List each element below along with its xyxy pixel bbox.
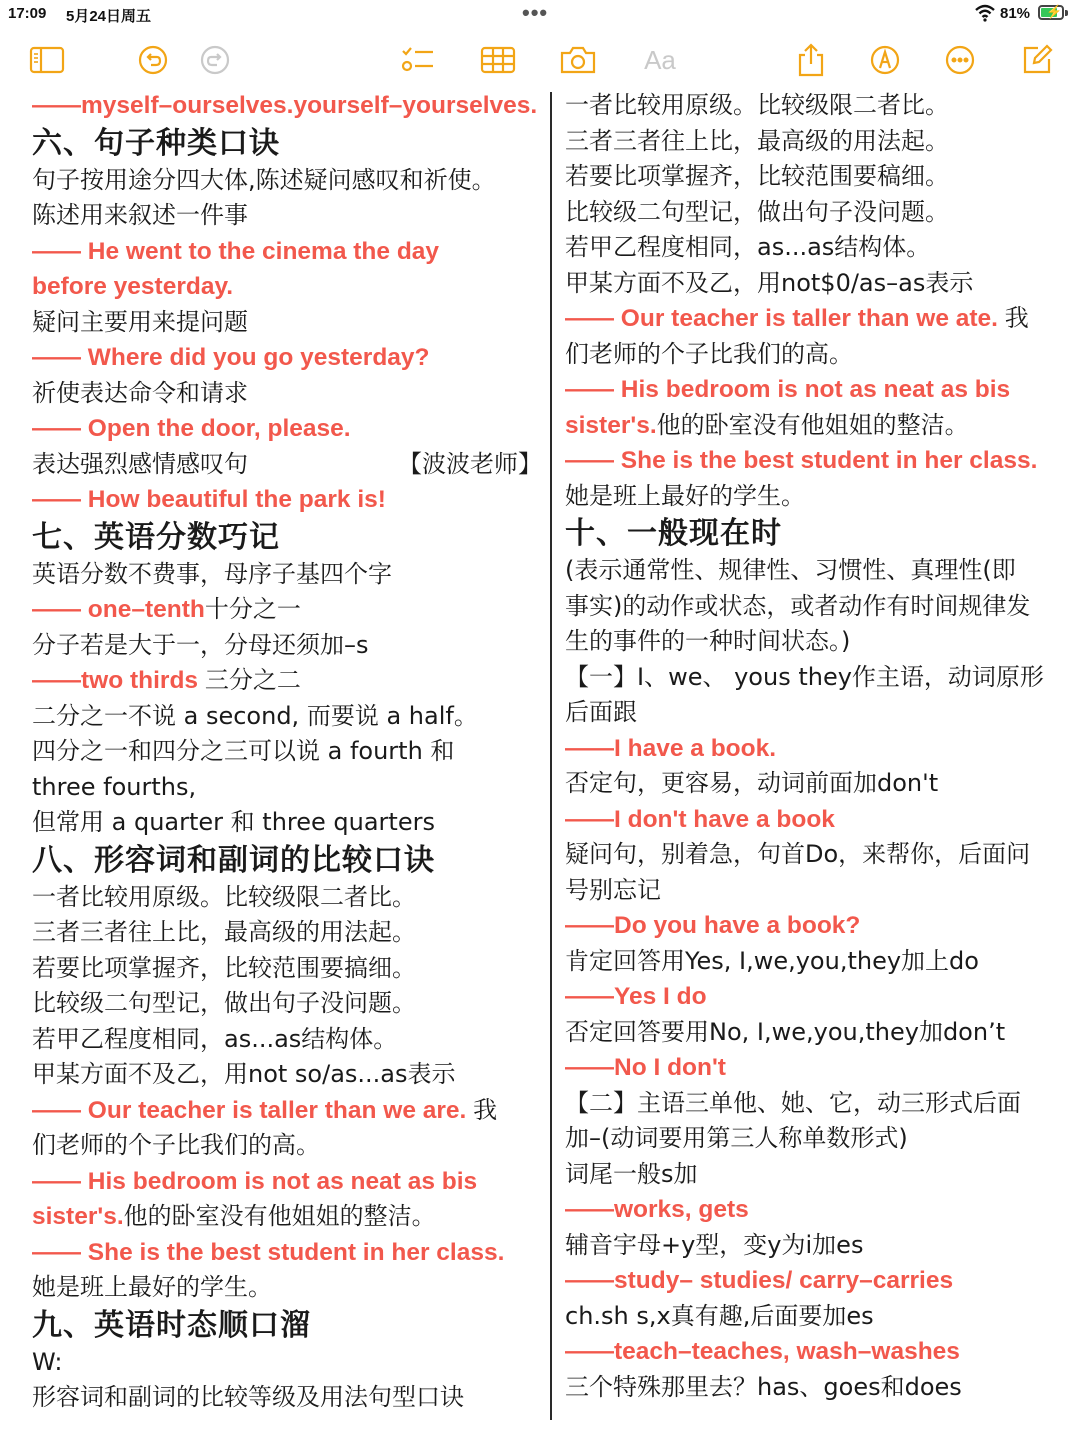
note-text-line — [565, 837, 1070, 873]
example-sentence: —— Open the door, please. — [32, 415, 351, 442]
example-english: —— Our teacher is taller than we are. — [32, 1096, 474, 1124]
author-tag: 【波波老师】 — [398, 449, 542, 478]
note-text: 她是班上最好的学生。 — [32, 1273, 272, 1301]
note-text-line — [565, 1370, 1070, 1406]
markup-pen-icon[interactable] — [865, 38, 905, 82]
note-text-line — [565, 553, 1070, 589]
example-chinese: 十分之一 — [204, 595, 301, 623]
example-english: sister's. — [565, 411, 657, 439]
example-english: —— one–tenth — [32, 596, 205, 623]
note-text: 但常用 a quarter 和 three quarters — [32, 808, 435, 836]
example-sentence — [32, 663, 542, 699]
section-heading: 八、形容词和副词的比较口诀 — [32, 842, 435, 878]
note-text: 疑问句，别着急，句首Do，来帮你，后面问 — [565, 840, 1031, 868]
note-text: 陈述用来叙述一件事 — [32, 201, 248, 229]
example-sentence: —— Where did you go yesterday? — [32, 344, 430, 371]
note-text: 英语分数不费事，母序子基四个字 — [32, 559, 392, 588]
note-text-line — [565, 195, 1070, 231]
note-text-line — [565, 660, 1070, 696]
note-text: W: — [32, 1347, 63, 1376]
section-heading: 九、英语时态顺口溜 — [32, 1307, 311, 1343]
example-english: sister's. — [32, 1203, 124, 1230]
wifi-icon — [975, 4, 995, 22]
more-icon[interactable] — [940, 38, 980, 82]
note-text-line — [565, 873, 1070, 909]
note-text-line — [32, 1128, 542, 1164]
note-text: 号别忘记 — [565, 875, 661, 904]
note-right-column[interactable] — [565, 88, 1070, 1405]
note-text-line — [32, 628, 542, 664]
undo-icon[interactable] — [133, 38, 173, 82]
note-text: 词尾一般s加 — [565, 1159, 698, 1188]
note-text: ch.sh s,x真有趣,后面要加es — [565, 1301, 874, 1330]
note-text: 若甲乙程度相同，as...as结构体。 — [565, 233, 931, 261]
redo-icon[interactable] — [195, 38, 235, 82]
note-text-line — [32, 915, 542, 951]
note-text-line — [32, 699, 542, 735]
note-left-column[interactable] — [32, 88, 542, 1416]
table-icon[interactable] — [478, 38, 518, 82]
example-chinese: 我 — [473, 1095, 498, 1124]
sidebar-icon[interactable] — [27, 38, 67, 82]
example-sentence: ——teach–teaches, wash–washes — [565, 1338, 960, 1365]
note-text-line — [32, 986, 542, 1022]
note-text-line — [565, 1228, 1070, 1264]
notes-toolbar — [0, 38, 1080, 84]
multitasking-dots[interactable]: ••• — [522, 0, 549, 25]
example-english: ——two thirds — [32, 667, 205, 694]
note-text-line — [32, 805, 542, 841]
example-sentence: ——study– studies/ carry–carries — [565, 1267, 954, 1294]
note-text: 一者比较用原级。比较级限二者比。 — [565, 91, 949, 119]
battery-icon — [1038, 5, 1064, 20]
note-text-line — [565, 1121, 1070, 1157]
example-sentence: —— She is the best student in her class. — [32, 1238, 505, 1266]
checklist-icon[interactable] — [398, 38, 438, 82]
note-text-line — [565, 624, 1070, 660]
example-sentence: ——I don't have a book — [565, 805, 835, 833]
example-sentence — [32, 592, 542, 628]
note-text: 否定句，更容易，动词前面加don't — [565, 769, 939, 797]
example-sentence: ——works, gets — [565, 1196, 749, 1223]
example-sentence: —— He went to the cinema the day — [32, 237, 440, 265]
status-bar — [0, 0, 1080, 30]
note-text: 四分之一和四分之三可以说 a fourth 和 — [32, 737, 455, 765]
note-text: 肯定回答用Yes, I,we,you,they加上do — [565, 946, 979, 975]
note-text: 她是班上最好的学生。 — [565, 481, 805, 510]
note-text-line — [32, 1270, 542, 1306]
example-english: —— Our teacher is taller than we ate. — [565, 305, 1005, 332]
note-text: 否定回答要用No, I,we,you,they加don’t — [565, 1017, 1006, 1046]
note-text-line — [565, 124, 1070, 160]
note-text: (表示通常性、规律性、习惯性、真理性(即 — [565, 556, 1016, 584]
note-text: 比较级二句型记，做出句子没问题。 — [32, 989, 416, 1017]
example-sentence: —— She is the best student in her class. — [565, 447, 1038, 474]
example-sentence — [32, 1199, 542, 1235]
battery-cap — [1065, 10, 1068, 16]
camera-icon[interactable] — [558, 38, 598, 82]
column-divider — [550, 92, 552, 1420]
note-text-line — [32, 734, 542, 770]
example-sentence: —— How beautiful the park is! — [32, 486, 386, 513]
note-text: 若要比项掌握齐，比较范围要搞细。 — [32, 953, 416, 982]
note-text-line — [32, 376, 542, 412]
note-text: 三个特殊那里去？has、goes和does — [565, 1372, 962, 1401]
example-sentence: ——I have a book. — [565, 734, 777, 762]
example-sentence — [565, 408, 1070, 444]
note-text-line — [32, 163, 542, 199]
example-sentence: ——Yes I do — [565, 983, 707, 1010]
note-text-line — [565, 88, 1070, 124]
note-text-line — [32, 557, 542, 593]
example-sentence — [32, 1093, 542, 1129]
note-text-line — [565, 589, 1070, 625]
note-text: 三者三者往上比，最高级的用法起。 — [565, 126, 949, 155]
note-text-line — [565, 766, 1070, 802]
example-sentence — [565, 301, 1070, 337]
section-heading: 六、句子种类口诀 — [32, 125, 280, 161]
example-chinese: 我 — [1004, 304, 1029, 332]
note-text-line — [565, 1086, 1070, 1122]
note-text-line — [565, 695, 1070, 731]
example-sentence: before yesterday. — [32, 273, 234, 300]
note-text-line — [565, 159, 1070, 195]
note-text: 疑问主要用来提问题 — [32, 307, 248, 336]
section-heading: 十、一般现在时 — [565, 516, 782, 551]
example-sentence: ——Do you have a book? — [565, 912, 861, 939]
note-text: 【一】I、we、 yous they作主语，动词原形 — [565, 662, 1044, 691]
share-icon[interactable] — [791, 38, 831, 82]
compose-icon[interactable] — [1017, 38, 1057, 82]
status-time: 17:09 — [8, 5, 47, 22]
note-text-line — [32, 880, 542, 916]
note-text: 甲某方面不及乙，用not so/as...as表示 — [32, 1060, 456, 1088]
note-text-line — [32, 1022, 542, 1058]
charging-bolt-icon: ⚡ — [1046, 4, 1063, 19]
note-text: 【二】主语三单他、她、它，动三形式后面 — [565, 1088, 1021, 1117]
note-text: 二分之一不说 a second, 而要说 a half。 — [32, 701, 478, 730]
note-text: 事实)的动作或状态，或者动作有时间规律发 — [565, 591, 1031, 620]
example-chinese: 他的卧室没有他姐姐的整洁。 — [123, 1202, 436, 1230]
example-sentence: ——No I don't — [565, 1054, 726, 1081]
note-text-line — [32, 1345, 542, 1381]
note-text: 分子若是大于一，分母还须加–s — [32, 630, 369, 659]
note-text: 们老师的个子比我们的高。 — [32, 1131, 320, 1159]
note-text: 句子按用途分四大体,陈述疑问感叹和祈使。 — [32, 165, 496, 194]
note-text-line — [565, 1157, 1070, 1193]
note-text: 生的事件的一种时间状态。) — [565, 627, 851, 655]
note-text-line — [565, 230, 1070, 266]
note-text: 祈使表达命令和请求 — [32, 378, 248, 407]
note-text-line — [565, 1015, 1070, 1051]
note-text-line — [565, 479, 1070, 515]
note-text: 形容词和副词的比较等级及用法句型口诀 — [32, 1383, 464, 1411]
battery-percent: 81% — [1000, 5, 1031, 22]
note-text: three fourths, — [32, 772, 197, 801]
note-text: 表达强烈感情感叹句 — [32, 449, 248, 478]
format-text-icon[interactable]: Aa — [644, 44, 676, 75]
note-text: 比较级二句型记，做出句子没问题。 — [565, 197, 949, 226]
note-text: 辅音宇母+y型，变y为i加es — [565, 1230, 864, 1259]
note-text: 三者三者往上比，最高级的用法起。 — [32, 918, 416, 946]
note-text-line — [32, 447, 542, 483]
note-text-line — [32, 305, 542, 341]
example-sentence: —— His bedroom is not as neat as bis — [32, 1167, 478, 1195]
note-text: 们老师的个子比我们的高。 — [565, 339, 853, 368]
note-text-line — [32, 1057, 542, 1093]
example-sentence: ——myself–ourselves.yourself–yourselves. — [32, 92, 538, 119]
note-text: 加–(动词要用第三人称单数形式) — [565, 1124, 908, 1152]
status-date: 5月24日周五 — [66, 8, 152, 25]
example-chinese: 三分之二 — [204, 666, 301, 694]
example-sentence: —— His bedroom is not as neat as bis — [565, 376, 1011, 403]
note-text: 若甲乙程度相同，as...as结构体。 — [32, 1024, 398, 1053]
note-text-line — [32, 951, 542, 987]
note-text-line — [565, 266, 1070, 302]
note-text: 甲某方面不及乙，用not$0/as–as表示 — [565, 268, 974, 297]
note-text: 后面跟 — [565, 698, 637, 726]
section-heading: 七、英语分数巧记 — [32, 519, 280, 555]
note-text-line — [32, 1380, 542, 1416]
note-text-line — [565, 944, 1070, 980]
note-text-line — [565, 337, 1070, 373]
example-chinese: 他的卧室没有他姐姐的整洁。 — [656, 410, 969, 439]
note-text-line — [32, 770, 542, 806]
note-text: 一者比较用原级。比较级限二者比。 — [32, 882, 416, 911]
note-text-line — [565, 1299, 1070, 1335]
note-text: 若要比项掌握齐，比较范围要稿细。 — [565, 162, 949, 190]
note-text-line — [32, 198, 542, 234]
